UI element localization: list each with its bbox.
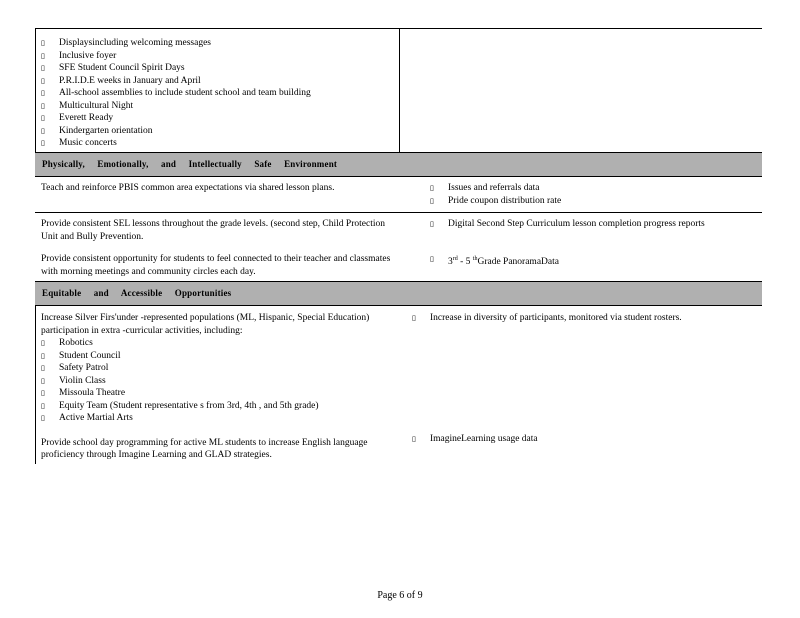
list-item: ▯ Equity Team (Student representative s from 3rd, 4th , and 5th grade) — [41, 400, 386, 413]
list-item: ▯ Active Martial Arts — [41, 412, 386, 425]
column-divider — [399, 29, 400, 152]
table-left-border — [35, 306, 36, 464]
table-row — [35, 177, 762, 213]
section-heading: Physically, Emotionally, and Intellectually Safe Environment — [42, 159, 338, 169]
measure-list — [412, 312, 757, 325]
top-bullet-list — [41, 37, 391, 150]
list-item: ▯ Everett Ready — [41, 112, 391, 125]
activities-list — [41, 337, 386, 425]
list-item: ▯ Increase in diversity of participants, monitored via student rosters. — [412, 312, 757, 325]
section-header-equitable — [35, 282, 762, 306]
strategy-text: Provide school day programming for active ML students to increase English language proficiency through Imagine Learning and GLAD strategies. — [41, 437, 368, 460]
list-item: ▯ Safety Patrol — [41, 362, 386, 375]
strategy-cell: Teach and reinforce PBIS common area expectations via shared lesson plans. — [41, 183, 335, 193]
page-number: Page 6 of 9 — [377, 590, 423, 601]
measure-cell — [412, 312, 757, 325]
list-item: ▯ SFE Student Council Spirit Days — [41, 62, 391, 75]
ordinal-suffix: th — [472, 256, 478, 262]
grade-measure-text: Grade PanoramaData — [477, 257, 559, 268]
grade-start: 3 — [448, 257, 453, 268]
table-row-top — [35, 28, 762, 153]
measure-cell — [430, 253, 760, 269]
ordinal-suffix: rd — [452, 256, 458, 262]
strategy-cell: Provide consistent opportunity for students to feel connected to their teacher and classmates with morning meetings and community circles each day. — [41, 254, 391, 277]
list-item: ▯ Robotics — [41, 337, 386, 350]
strategy-cell — [41, 312, 386, 462]
measure-list — [430, 218, 760, 231]
list-item: ▯ Issues and referrals data — [430, 182, 750, 195]
list-item: ▯ Missoula Theatre — [41, 387, 386, 400]
list-item: ▯ Music concerts — [41, 137, 391, 150]
list-item: ▯ P.R.I.D.E weeks in January and April — [41, 75, 391, 88]
strategy-cell: Provide consistent SEL lessons throughout the grade levels. (second step, Child Protection Unit and Bully Prevention. — [41, 219, 385, 242]
table-left-border — [35, 29, 36, 152]
measure-list — [412, 433, 757, 446]
section-heading: Equitable and Accessible Opportunities — [42, 288, 232, 298]
list-item: ▯ Digital Second Step Curriculum lesson completion progress reports — [430, 218, 760, 231]
goals-table — [35, 28, 762, 464]
list-item — [430, 253, 760, 269]
table-row — [35, 213, 762, 282]
list-item: ▯ Inclusive foyer — [41, 50, 391, 63]
list-item: ▯ Kindergarten orientation — [41, 125, 391, 138]
section-header-safe-environment — [35, 153, 762, 177]
list-item: ▯ Multicultural Night — [41, 100, 391, 113]
measure-list — [430, 182, 750, 207]
grade-range-separator: - 5 — [457, 257, 473, 268]
measure-cell — [412, 433, 757, 446]
table-row — [35, 306, 762, 464]
top-left-cell — [41, 37, 391, 150]
list-item: ▯ Student Council — [41, 350, 386, 363]
list-item: ▯ All-school assemblies to include student school and team building — [41, 87, 391, 100]
measure-cell — [430, 218, 760, 231]
measure-cell — [430, 182, 750, 207]
list-item: ▯ ImagineLearning usage data — [412, 433, 757, 446]
measure-list — [430, 253, 760, 269]
strategy-intro: Increase Silver Firs'under -represented populations (ML, Hispanic, Special Education) participation in extra -curricular activities, including: — [41, 313, 370, 336]
list-item: ▯ Violin Class — [41, 375, 386, 388]
list-item: ▯ Pride coupon distribution rate — [430, 195, 750, 208]
list-item: ▯ Displaysincluding welcoming messages — [41, 37, 391, 50]
